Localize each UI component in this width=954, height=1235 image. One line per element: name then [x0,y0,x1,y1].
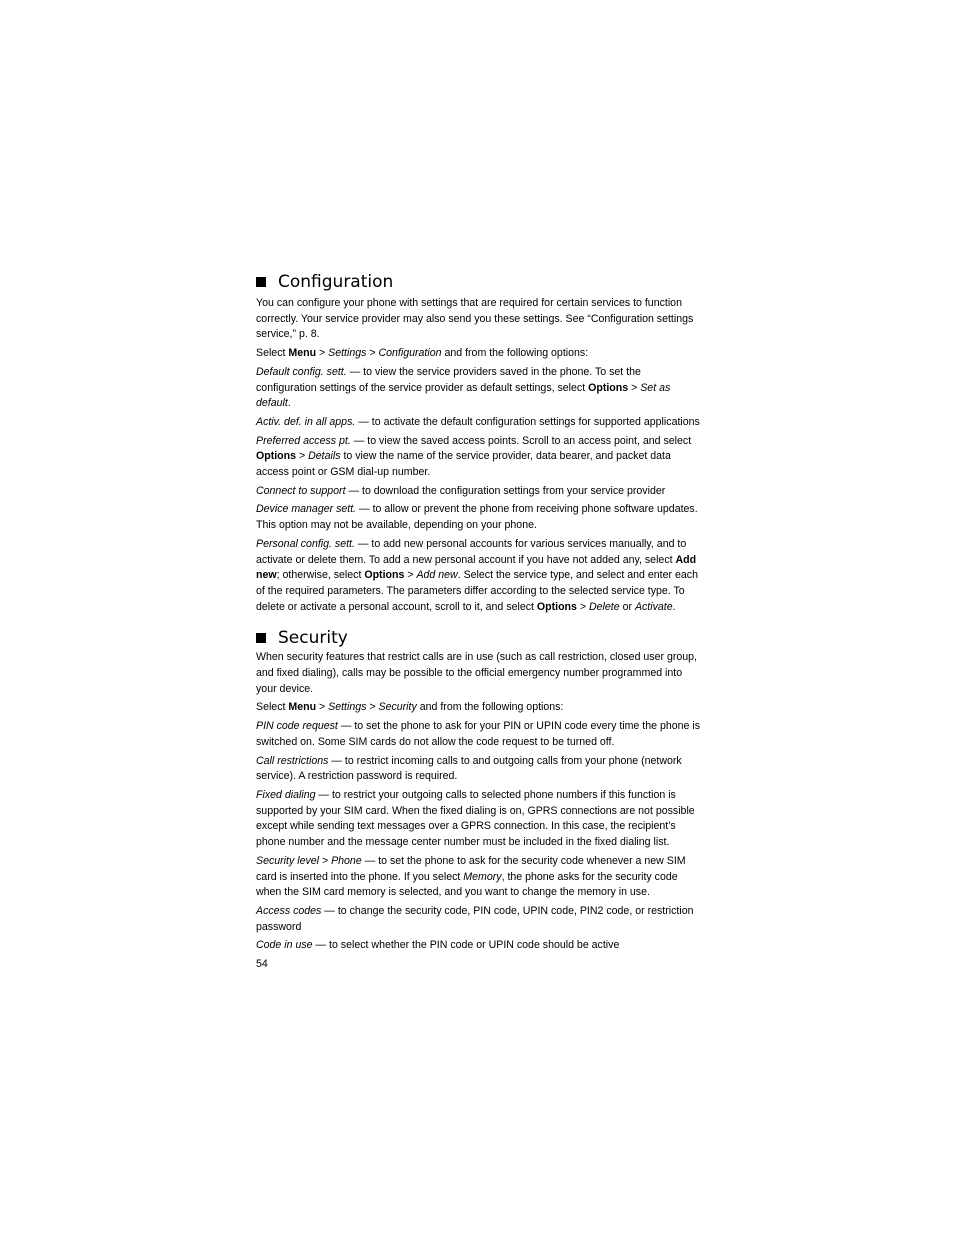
manual-page [256,270,700,976]
option-default-config: Default config. sett. — to view the service providers saved in the phone. To set the configuration settings of the service provider as default settings, select Options > Set as default. [256,365,671,410]
configuration-heading: Configuration [256,270,700,294]
security-select-line: Select Menu > Settings > Security and from the following options: [256,701,564,714]
option-access-codes: Access codes — to change the security code, PIN code, UPIN code, PIN2 code, or restriction password [256,904,694,933]
option-preferred-access: Preferred access pt. — to view the saved access points. Scroll to an access point, and select Options > Details to view the name of the service provider, data bearer, and packet data access point or GSM dial-up number. [256,434,692,479]
option-call-restrictions: Call restrictions — to restrict incoming calls to and outgoing calls from your phone (network service). A restriction password is required. [256,754,682,783]
section-bullet-icon [256,277,266,287]
option-code-in-use: Code in use — to select whether the PIN code or UPIN code should be active [256,939,620,952]
security-heading: Security [256,626,700,650]
option-connect-support: Connect to support — to download the configuration settings from your service provider [256,484,666,497]
configuration-intro: You can configure your phone with settings that are required for certain services to function correctly. Your service provider may also send you these settings. See “Configuration settings service,” p. 8. [256,297,694,341]
configuration-select-line: Select Menu > Settings > Configuration and from the following options: [256,347,589,360]
option-activ-def: Activ. def. in all apps. — to activate the default configuration settings for supported applications [256,415,700,428]
option-device-manager: Device manager sett. — to allow or prevent the phone from receiving phone software updates. This option may not be available, depending on your phone. [256,503,698,532]
option-personal-config: Personal config. sett. — to add new personal accounts for various services manually, and to activate or delete them. To add a new personal account if you have not added any, select Add new; otherwise, select Options > Add new. Select the service type, and select and enter each of the required parameters. The parameters differ according to the selected service type. To delete or activate a personal account, scroll to it, and select Options > Delete or Activate. [256,537,698,613]
option-security-level: Security level > Phone — to set the phone to ask for the security code whenever a new SIM card is inserted into the phone. If you select Memory, the phone asks for the security code when the SIM card memory is selected, and you want to change the memory in use. [256,854,686,899]
security-intro: When security features that restrict calls are in use (such as call restriction, closed user group, and fixed dialing), calls may be possible to the official emergency number programmed into your device. [256,651,698,695]
section-bullet-icon [256,633,266,643]
page-number: 54 [256,958,268,971]
option-fixed-dialing: Fixed dialing — to restrict your outgoing calls to selected phone numbers if this function is supported by your SIM card. When the fixed dialing is on, GPRS connections are not possible except while sending text messages over a GPRS connection. In this case, the recipient’s phone number and the message center number must be included in the fixed dialing list. [256,788,695,849]
option-pin-request: PIN code request — to set the phone to ask for your PIN or UPIN code every time the phone is switched on. Some SIM cards do not allow the code request to be turned off. [256,720,700,748]
